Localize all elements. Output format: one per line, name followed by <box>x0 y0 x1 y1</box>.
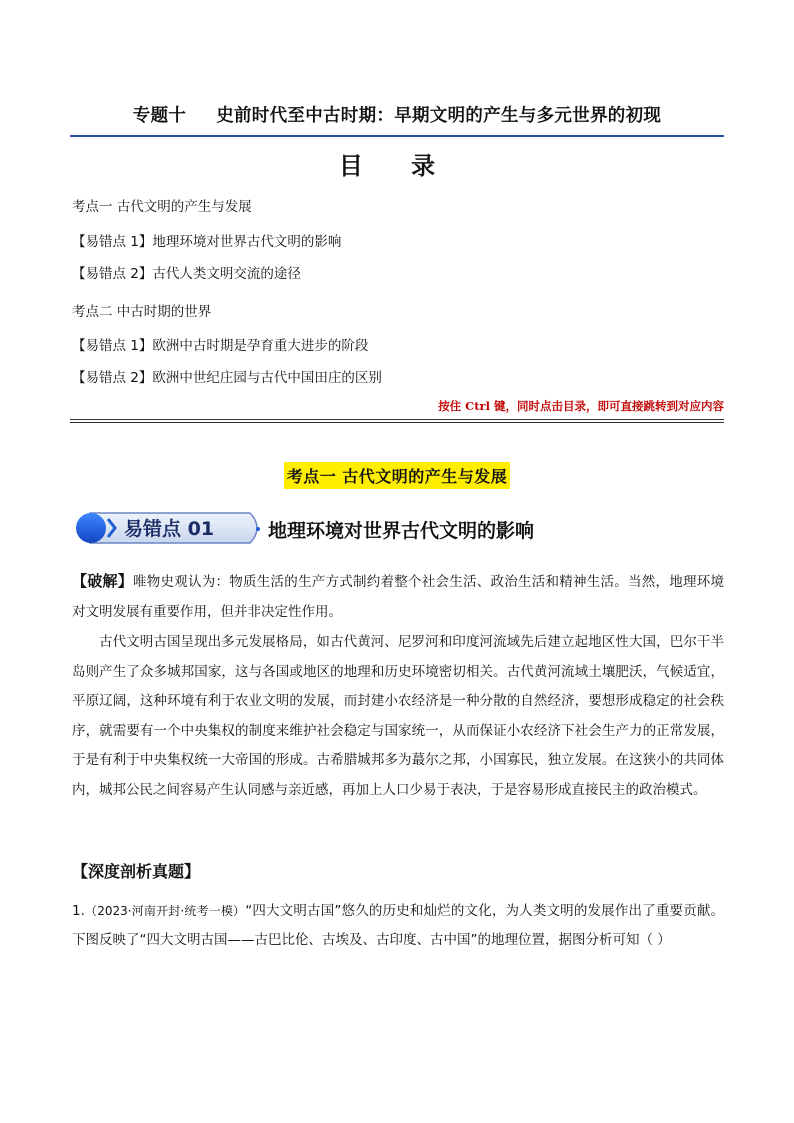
ctrl-click-tip: 按住 Ctrl 键，同时点击目录，即可直接跳转到对应内容 <box>438 399 724 413</box>
toc-item-yicuo-1-1[interactable]: 【易错点 1】地理环境对世界古代文明的影响 <box>72 234 342 250</box>
analysis-paragraph-2: 古代文明古国呈现出多元发展格局，如古代黄河、尼罗河和印度河流域先后建立起地区性大国，巴尔干半岛则产生了众多城邦国家，这与各国或地区的地理和历史环境密切相关。古代黄河流域土壤肥沃，气候适宜，平原辽阔，这种环境有利于农业文明的发展，而封建小农经济是一种分散的自然经济，要想形成稳定的社会秩序，就需要有一个中央集权的制度来维护社会稳定与国家统一，从而保证小农经济下社会生产力的正常发展，于是有利于中央集权统一大帝国的形成。古希腊城邦多为蕞尔之邦，小国寡民，独立发展。在这狭小的共同体内，城邦公民之间容易产生认同感与亲近感，再加上人口少易于表决，于是容易形成直接民主的政治模式。 <box>72 634 724 798</box>
toc-divider-top <box>70 419 724 420</box>
toc-item-yicuo-2-2[interactable]: 【易错点 2】欧洲中世纪庄园与古代中国田庄的区别 <box>72 370 382 386</box>
toc-item-kaodian-2[interactable]: 考点二 中古时期的世界 <box>72 304 212 320</box>
question-1 <box>72 897 724 955</box>
page-title <box>70 102 724 127</box>
deep-analysis-title: 【深度剖析真题】 <box>72 862 201 881</box>
question-source: （2023·河南开封·统考一模） <box>84 904 246 918</box>
section-title: 考点一 古代文明的产生与发展 <box>284 462 511 489</box>
title-divider <box>70 135 724 137</box>
section-heading <box>0 462 794 489</box>
question-text: “四大文明古国”悠久的历史和灿烂的文化，为人类文明的发展作出了重要贡献。下图反映了“四大文明古国——古巴比伦、古埃及、古印度、古中国”的地理位置，据图分析可知（ ） <box>72 903 724 948</box>
analysis-label: 【破解】 <box>72 572 133 590</box>
toc-item-yicuo-2-1[interactable]: 【易错点 1】欧洲中古时期是孕育重大进步的阶段 <box>72 338 369 354</box>
topic-number: 专题十 <box>132 106 187 126</box>
topic-title: 史前时代至中古时期：早期文明的产生与多元世界的初现 <box>216 106 662 126</box>
banner-label: 易错点 01 <box>124 518 215 540</box>
analysis-paragraph-1 <box>72 567 724 627</box>
banner-title: 地理环境对世界古代文明的影响 <box>268 520 535 542</box>
error-point-banner <box>72 508 272 548</box>
toc-item-yicuo-1-2[interactable]: 【易错点 2】古代人类文明交流的途径 <box>72 266 301 282</box>
toc-item-kaodian-1[interactable]: 考点一 古代文明的产生与发展 <box>72 199 252 215</box>
toc-heading: 目 录 <box>338 152 456 180</box>
banner-dot-icon <box>256 527 260 531</box>
toc-divider-bottom <box>70 422 724 423</box>
question-number: 1. <box>72 903 85 919</box>
banner-circle-icon <box>76 513 106 543</box>
analysis-text-1: 唯物史观认为：物质生活的生产方式制约着整个社会生活、政治生活和精神生活。当然，地理环境对文明发展有重要作用，但并非决定性作用。 <box>72 574 724 620</box>
